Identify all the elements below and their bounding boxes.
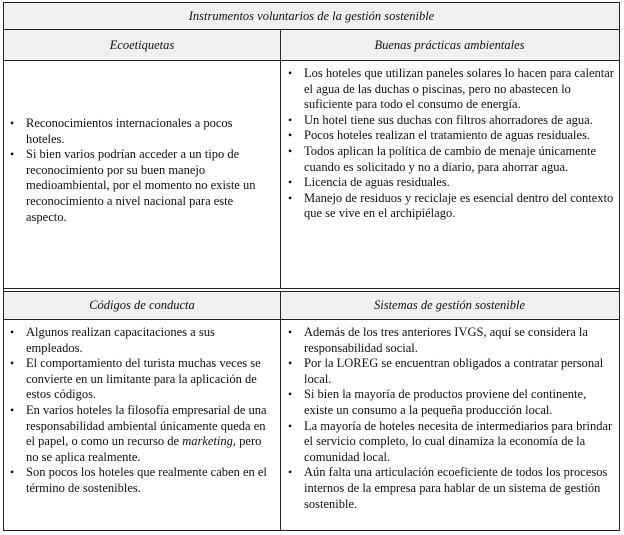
header-codigos: Códigos de conducta [4, 292, 280, 320]
list-item: • Si bien varios podrían acceder a un tipo de reconocimiento por su buen manejo medioambiental, por el momento no existe un reconocimiento a nivel nacional para este aspecto. [8, 147, 274, 225]
marketing-term: marketing [182, 434, 233, 449]
list-item: • Si bien la mayoría de productos proviene del continente, existe un consumo a la pequeña producción local. [286, 387, 614, 418]
header-sistemas: Sistemas de gestión sostenible [280, 292, 619, 320]
list-item: • Los hoteles que utilizan paneles solares lo hacen para calentar el agua de las duchas o piscinas, pero no abastecen lo suficiente para todo el consumo de energía. [286, 66, 614, 113]
list-item: • Son pocos los hoteles que realmente caben en el término de sostenibles. [8, 465, 274, 496]
section-divider [4, 288, 619, 289]
list-ecoetiquetas [8, 116, 274, 225]
list-item: • Manejo de residuos y reciclaje es esencial dentro del contexto que se vive en el archipiélago. [286, 191, 614, 222]
column-divider [280, 292, 281, 530]
list-codigos [8, 325, 274, 497]
table-title-text: Instrumentos voluntarios de la gestión sostenible [188, 8, 435, 23]
cell-buenas-practicas [286, 66, 614, 222]
list-item: • Licencia de aguas residuales. [286, 175, 614, 191]
ivgs-table [3, 2, 620, 531]
table-title [4, 3, 619, 30]
list-sistemas [286, 325, 614, 512]
header-buenas-practicas: Buenas prácticas ambientales [280, 30, 619, 61]
cell-sistemas [286, 325, 614, 512]
list-item: • Pocos hoteles realizan el tratamiento de aguas residuales. [286, 128, 614, 144]
list-item: • Además de los tres anteriores IVGS, aquí se considera la responsabilidad social. [286, 325, 614, 356]
list-item: • Un hotel tiene sus duchas con filtros ahorradores de agua. [286, 113, 614, 129]
list-item: • Por la LOREG se encuentran obligados a contratar personal local. [286, 356, 614, 387]
list-item: • El comportamiento del turista muchas veces se convierte en un limitante para la aplicación de estos códigos. [8, 356, 274, 403]
column-divider [280, 30, 281, 288]
list-item: • Aún falta una articulación ecoeficiente de todos los procesos internos de la empresa para hablar de un sistema de gestión sostenible. [286, 465, 614, 512]
list-item: • Todos aplican la política de cambio de menaje únicamente cuando es solicitado y no a diario, para ahorrar agua. [286, 144, 614, 175]
cell-ecoetiquetas [8, 116, 274, 225]
list-item: • Reconocimientos internacionales a pocos hoteles. [8, 116, 274, 147]
list-buenas-practicas [286, 66, 614, 222]
list-item: • La mayoría de hoteles necesita de intermediarios para brindar el servicio completo, lo cual dinamiza la economía de la comunidad local. [286, 419, 614, 466]
header-ecoetiquetas: Ecoetiquetas [4, 30, 280, 61]
list-item: • Algunos realizan capacitaciones a sus empleados. [8, 325, 274, 356]
list-item: • En varios hoteles la filosofía empresarial de una responsabilidad ambiental únicamente queda en el papel, o como un recurso de marketing, pero no se aplica realmente. [8, 403, 274, 465]
cell-codigos [8, 325, 274, 497]
